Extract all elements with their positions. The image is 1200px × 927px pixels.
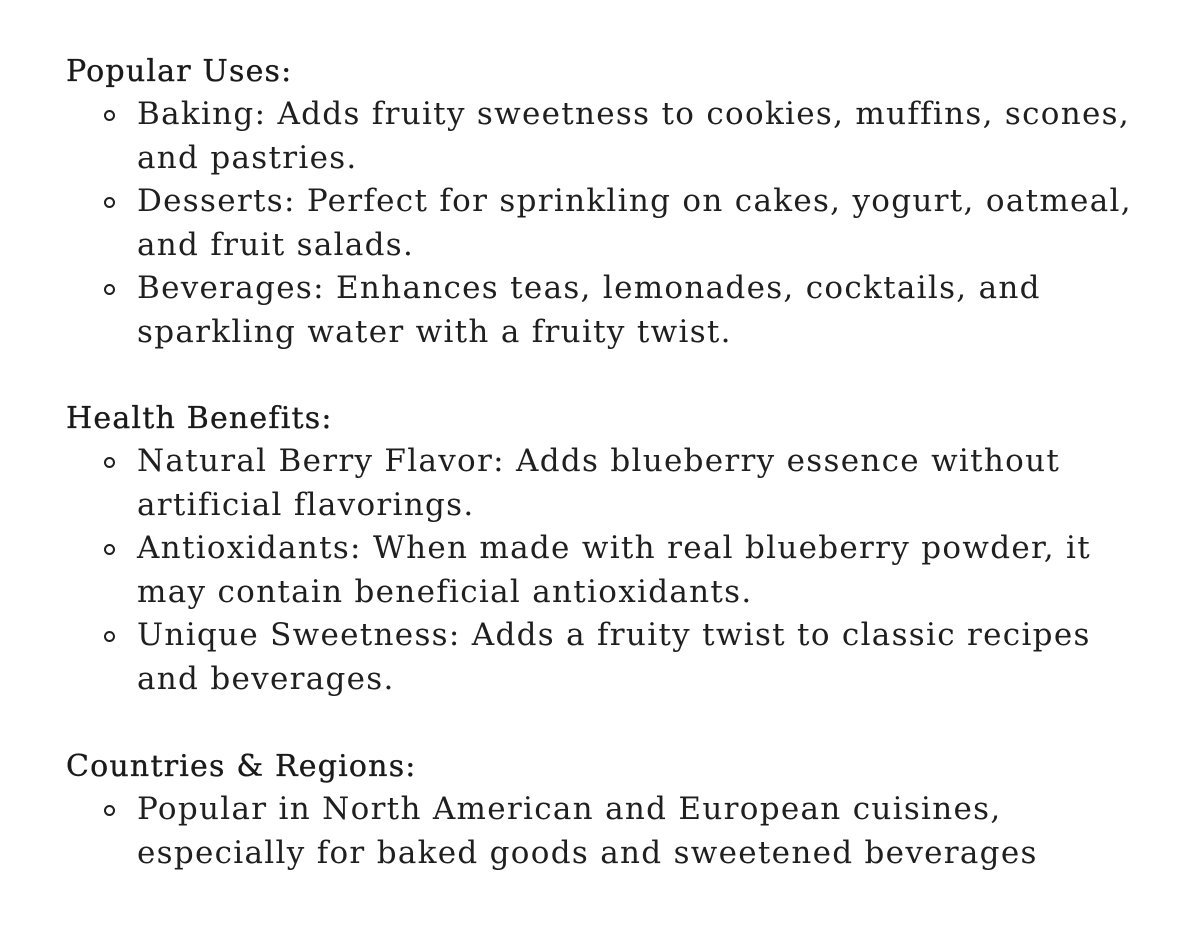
bullet-list: [66, 93, 1156, 354]
health-benefits-section: [66, 397, 1156, 701]
popular-uses-section: [66, 50, 1156, 354]
section-heading: Popular Uses:: [66, 54, 293, 89]
section-heading: Health Benefits:: [66, 401, 333, 436]
section-heading: Countries & Regions:: [66, 749, 417, 784]
bullet-circle-icon: [104, 457, 115, 468]
bullet-circle-icon: [104, 805, 115, 816]
list-item: [137, 93, 1156, 180]
list-item-text: Unique Sweetness: Adds a fruity twist to classic recipes and beverages.: [137, 617, 1091, 697]
countries-regions-section: [66, 745, 1156, 875]
list-item-text: Desserts: Perfect for sprinkling on cakes, yogurt, oatmeal, and fruit salads.: [137, 183, 1132, 263]
list-item-text: Baking: Adds fruity sweetness to cookies, muffins, scones, and pastries.: [137, 96, 1131, 176]
list-item-text: Beverages: Enhances teas, lemonades, cocktails, and sparkling water with a fruity twist.: [137, 270, 1041, 350]
bullet-circle-icon: [104, 197, 115, 208]
bullet-list: [66, 788, 1156, 875]
list-item: [137, 614, 1156, 701]
list-item: [137, 440, 1156, 527]
bullet-circle-icon: [104, 110, 115, 121]
list-item: [137, 267, 1156, 354]
list-item: [137, 527, 1156, 614]
list-item-text: Natural Berry Flavor: Adds blueberry essence without artificial flavorings.: [137, 443, 1061, 523]
list-item: [137, 788, 1156, 875]
bullet-circle-icon: [104, 544, 115, 555]
list-item-text: Popular in North American and European cuisines, especially for baked goods and sweetened beverages: [137, 791, 1038, 871]
list-item: [137, 180, 1156, 267]
bullet-circle-icon: [104, 284, 115, 295]
bullet-list: [66, 440, 1156, 701]
list-item-text: Antioxidants: When made with real blueberry powder, it may contain beneficial antioxidants.: [137, 530, 1091, 610]
bullet-circle-icon: [104, 631, 115, 642]
